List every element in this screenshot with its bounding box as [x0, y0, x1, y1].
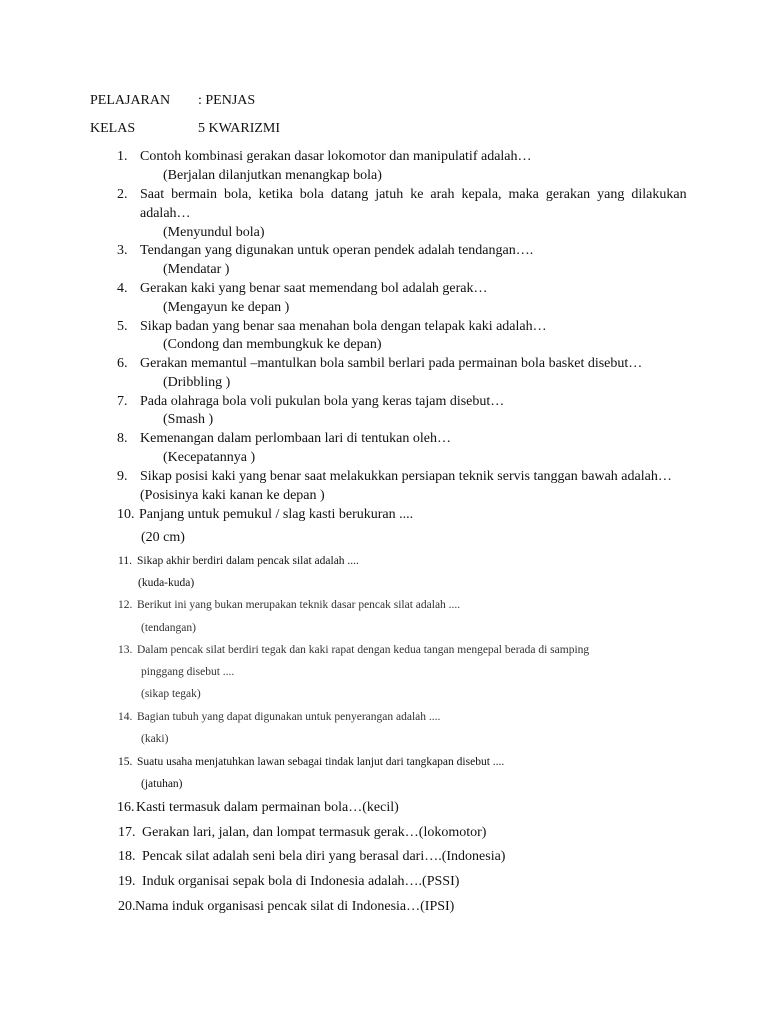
subject-value: : PENJAS [198, 93, 256, 108]
question-number: 14. [118, 711, 133, 723]
question-text: Gerakan kaki yang benar saat memendang bol adalah gerak… [140, 281, 488, 296]
question-text: Sikap akhir berdiri dalam pencak silat adalah .... [137, 555, 359, 567]
question-number: 1. [117, 149, 128, 164]
question-text: Tendangan yang digunakan untuk operan pendek adalah tendangan…. [140, 243, 534, 258]
question-number: 7. [117, 394, 128, 409]
question-answer: (kuda-kuda) [138, 577, 195, 589]
question-number: 11. [118, 555, 132, 567]
question-number: 8. [117, 431, 128, 446]
question-text: Berikut ini yang bukan merupakan teknik dasar pencak silat adalah .... [137, 599, 461, 611]
question-text: Sikap badan yang benar saa menahan bola dengan telapak kaki adalah… [140, 319, 547, 334]
question-text: Panjang untuk pemukul / slag kasti berukuran .... [139, 507, 414, 522]
question-number: 17. [118, 825, 136, 840]
question-answer: (Dribbling ) [163, 375, 231, 390]
question-answer: (Condong dan membungkuk ke depan) [163, 337, 382, 352]
question-number: 2. [117, 187, 128, 202]
question-answer: (sikap tegak) [141, 688, 201, 700]
subject-label: PELAJARAN [90, 93, 171, 108]
question-number: 5. [117, 319, 128, 334]
class-value: 5 KWARIZMI [198, 121, 281, 136]
question-text: Dalam pencak silat berdiri tegak dan kaki rapat dengan kedua tangan mengepal berada di samping [137, 644, 590, 656]
question-answer: (Menyundul bola) [163, 225, 265, 240]
question-number: 13. [118, 644, 133, 656]
question-text: Induk organisai sepak bola di Indonesia adalah….(PSSI) [142, 874, 460, 889]
question-text: Kasti termasuk dalam permainan bola…(kecil) [136, 800, 399, 815]
question-number: 16. [117, 800, 135, 815]
question-text-continued: adalah… [140, 206, 191, 221]
question-text: Suatu usaha menjatuhkan lawan sebagai tindak lanjut dari tangkapan disebut .... [137, 756, 505, 768]
question-text: Pencak silat adalah seni bela diri yang berasal dari….(Indonesia) [142, 849, 506, 864]
question-number: 18. [118, 849, 136, 864]
question-text-continued: pinggang disebut .... [141, 666, 235, 678]
question-text: Gerakan lari, jalan, dan lompat termasuk gerak…(lokomotor) [142, 825, 487, 840]
question-number: 3. [117, 243, 128, 258]
question-answer: (kaki) [141, 733, 169, 745]
question-answer: (Mendatar ) [163, 262, 230, 277]
question-answer: (Berjalan dilanjutkan menangkap bola) [163, 168, 382, 183]
question-text: Sikap posisi kaki yang benar saat melakukkan persiapan teknik servis tanggan bawah adalah… [140, 469, 672, 484]
question-number: 19. [118, 874, 136, 889]
question-text: Saat bermain bola, ketika bola datang jatuh ke arah kepala, maka gerakan yang dilakukan [140, 187, 687, 202]
question-text: Nama induk organisasi pencak silat di Indonesia…(IPSI) [135, 899, 455, 914]
question-number: 6. [117, 356, 128, 371]
question-answer: (Posisinya kaki kanan ke depan ) [140, 488, 325, 503]
question-answer: (tendangan) [141, 622, 196, 634]
question-text: Gerakan memantul –mantulkan bola sambil berlari pada permainan bola basket disebut… [140, 356, 643, 371]
question-answer: (jatuhan) [141, 778, 183, 790]
question-number: 20. [118, 899, 136, 914]
question-number: 10. [117, 507, 135, 522]
question-text: Bagian tubuh yang dapat digunakan untuk penyerangan adalah .... [137, 711, 441, 723]
question-answer: (Mengayun ke depan ) [163, 300, 290, 315]
question-answer: (20 cm) [141, 530, 185, 545]
question-number: 4. [117, 281, 128, 296]
question-answer: (Smash ) [163, 412, 214, 427]
question-number: 12. [118, 599, 133, 611]
question-text: Pada olahraga bola voli pukulan bola yang keras tajam disebut… [140, 394, 505, 409]
question-number: 15. [118, 756, 133, 768]
question-text: Contoh kombinasi gerakan dasar lokomotor dan manipulatif adalah… [140, 149, 532, 164]
question-answer: (Kecepatannya ) [163, 450, 256, 465]
question-text: Kemenangan dalam perlombaan lari di tentukan oleh… [140, 431, 452, 446]
class-label: KELAS [90, 121, 136, 136]
question-number: 9. [117, 469, 128, 484]
